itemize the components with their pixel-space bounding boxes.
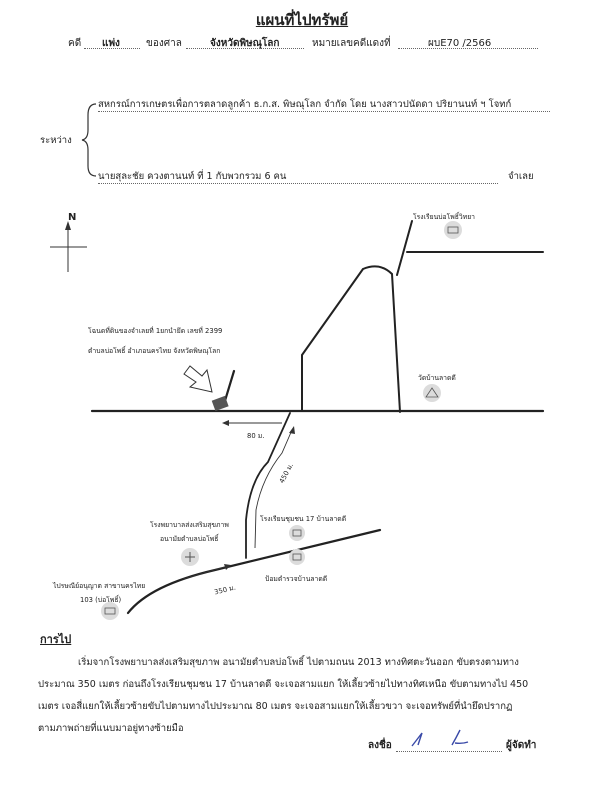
hospital-icon <box>181 548 199 566</box>
directions-line1: เริ่มจากโรงพยาบาลส่งเสริมสุขภาพ อนามัยตำบลบ่อโพธิ์ ไปตามถนน 2013 ทางทิศตะวันออก ขับตรงตามทาง <box>78 657 519 668</box>
directions-text <box>38 652 578 740</box>
school-icon <box>444 221 462 239</box>
label-hospital2: อนามัยตำบลบ่อโพธิ์ <box>160 535 219 543</box>
page-title: แผนที่ไปทรัพย์ <box>255 11 349 29</box>
label-police: ป้อมตำรวจบ้านลาดดี <box>265 575 328 583</box>
court-label: ของศาล <box>146 38 182 49</box>
case-number-label: หมายเลขคดีแดงที่ <box>312 38 391 49</box>
court-name: จังหวัดพิษณุโลก <box>210 38 280 49</box>
distance-350m: 350 ม. <box>213 583 237 597</box>
label-post-office2: 103 (บ่อโพธิ์) <box>80 596 122 604</box>
defendant-name: นายสุละชัย ควงตานนท์ ที่ 1 กับพวกรวม 6 คน <box>98 171 287 182</box>
defendant-suffix: จำเลย <box>508 171 534 182</box>
between-label: ระหว่าง <box>40 135 72 146</box>
roads <box>92 221 543 613</box>
label-land-line1: โฉนดที่ดินของจำเลยที่ 1ยกนำยึด เลขที่ 2399 <box>88 327 223 335</box>
plaintiff-name: สหกรณ์การเกษตรเพื่อการตลาดลูกค้า ธ.ก.ส. พิษณุโลก จำกัด โดย นางสาวปนัดดา ปริยานนท์ ฯ โจทก์ <box>98 99 512 110</box>
label-land-line2: ตำบลบ่อโพธิ์ อำเภอนครไทย จังหวัดพิษณุโลก <box>88 347 221 355</box>
case-label: คดี <box>68 38 82 49</box>
distance-80m: 80 ม. <box>247 432 265 440</box>
label-hospital: โรงพยาบาลส่งเสริมสุขภาพ <box>150 521 229 529</box>
case-type: แพ่ง <box>102 38 120 49</box>
north-label: N <box>68 212 77 223</box>
label-post-office: ไปรษณีย์อนุญาต สาขานครไทย <box>53 582 146 590</box>
label-community-school: โรงเรียนชุมชน 17 บ้านลาดดี <box>260 515 347 523</box>
directions-heading: การไป <box>40 633 72 646</box>
sign-label: ลงชื่อ <box>368 740 392 751</box>
case-number: ผบE70 /2566 <box>428 38 492 49</box>
police-icon <box>289 549 305 565</box>
north-arrow-icon <box>50 221 87 272</box>
community-school-icon <box>289 525 305 541</box>
temple-icon <box>423 384 441 402</box>
directions-line3: เมตร เจอสี่แยกให้เลี้ยวซ้ายขับไปตามทางไปประมาณ 80 เมตร จะเจอสามแยกให้เลี้ยวขวา จะเจอทรัพย์ที่นำยึดปรากฏ <box>38 701 513 712</box>
directions-line4: ตามภาพถ่ายที่แนบมาอยู่ทางซ้ายมือ <box>38 723 184 734</box>
sign-role: ผู้จัดทำ <box>506 740 537 751</box>
label-school-top: โรงเรียนบ่อโพธิ์วิทยา <box>413 213 475 221</box>
directions-line2: ประมาณ 350 เมตร ก่อนถึงโรงเรียนชุมชน 17 บ้านลาดดี จะเจอสามแยก ให้เลี้ยวซ้ายไปทางทิศเหนือ ขับตามทางไป 450 <box>38 679 529 690</box>
distance-450m: 450 ม. <box>277 461 296 485</box>
land-pointer-arrow <box>184 366 212 392</box>
label-temple: วัดบ้านลาดดี <box>418 374 456 382</box>
